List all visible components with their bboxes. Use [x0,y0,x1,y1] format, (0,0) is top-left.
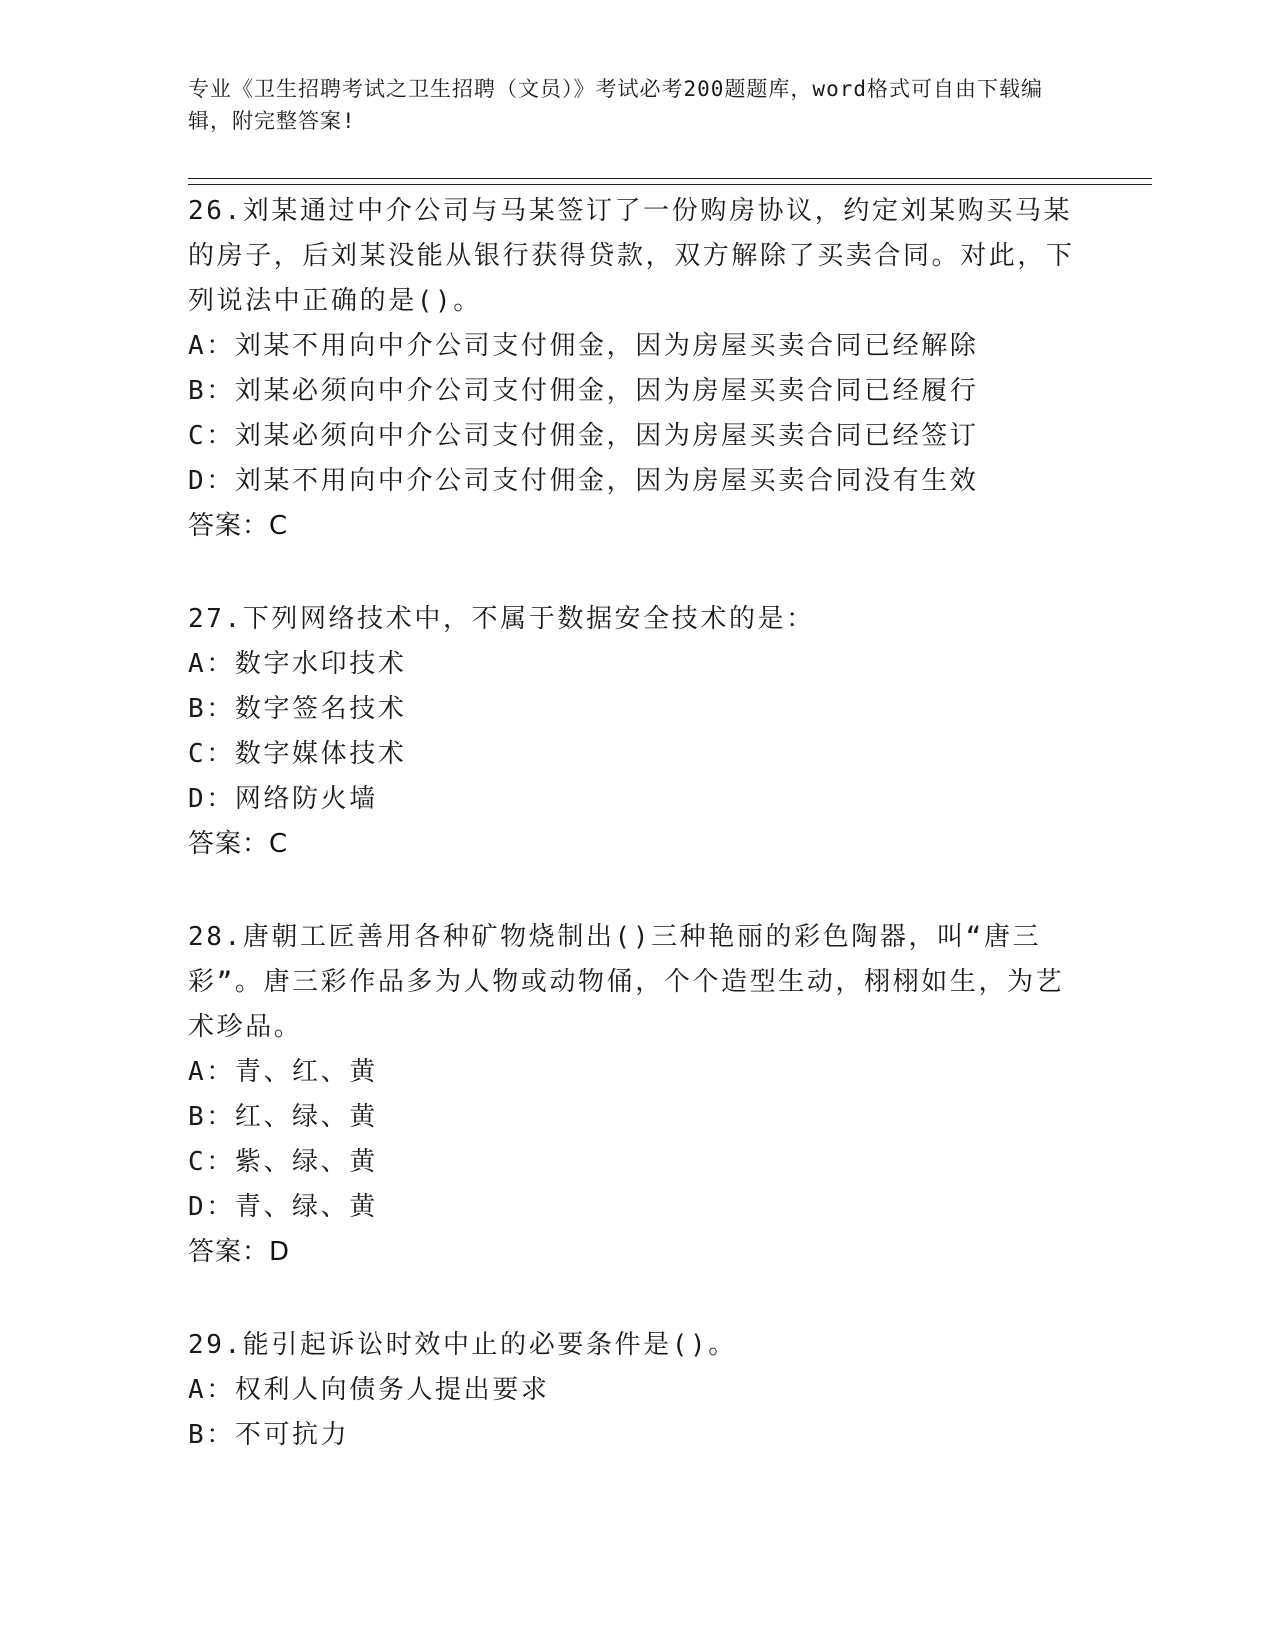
option-b: B：刘某必须向中介公司支付佣金，因为房屋买卖合同已经履行 [188,376,979,406]
header-divider-top [188,178,1152,179]
answer-line: 答案：D [188,1237,291,1267]
answer-line: 答案：C [188,829,289,859]
option-a: A：数字水印技术 [188,649,407,679]
question-26 [188,189,1088,549]
option-c: C：紫、绿、黄 [188,1147,378,1177]
option-c: C：刘某必须向中介公司支付佣金，因为房屋买卖合同已经签订 [188,421,979,451]
option-a: A：青、红、黄 [188,1057,378,1087]
question-28 [188,915,1088,1275]
question-29 [188,1323,1088,1458]
header-divider-bottom [188,184,1152,185]
option-d: D：网络防火墙 [188,784,378,814]
option-b: B：红、绿、黄 [188,1102,378,1132]
option-c: C：数字媒体技术 [188,739,407,769]
answer-line: 答案：C [188,511,289,541]
question-stem: 29.能引起诉讼时效中止的必要条件是()。 [188,1330,737,1360]
question-27 [188,597,1088,867]
document-header-title: 专业《卫生招聘考试之卫生招聘（文员）》考试必考200题题库，word格式可自由下载编辑，附完整答案! [188,77,1043,133]
option-a: A：刘某不用向中介公司支付佣金，因为房屋买卖合同已经解除 [188,331,979,361]
question-stem: 27.下列网络技术中，不属于数据安全技术的是： [188,604,815,634]
question-stem: 28.唐朝工匠善用各种矿物烧制出()三种艳丽的彩色陶器，叫“唐三彩”。唐三彩作品多为人物或动物俑，个个造型生动，栩栩如生，为艺术珍品。 [188,922,1065,1042]
option-d: D：青、绿、黄 [188,1192,378,1222]
question-stem: 26.刘某通过中介公司与马某签订了一份购房协议，约定刘某购买马某的房子，后刘某没能从银行获得贷款，双方解除了买卖合同。对此，下列说法中正确的是()。 [188,196,1075,316]
option-a: A：权利人向债务人提出要求 [188,1375,550,1405]
option-b: B：数字签名技术 [188,694,407,724]
option-d: D：刘某不用向中介公司支付佣金，因为房屋买卖合同没有生效 [188,466,979,496]
option-b: B：不可抗力 [188,1420,350,1450]
